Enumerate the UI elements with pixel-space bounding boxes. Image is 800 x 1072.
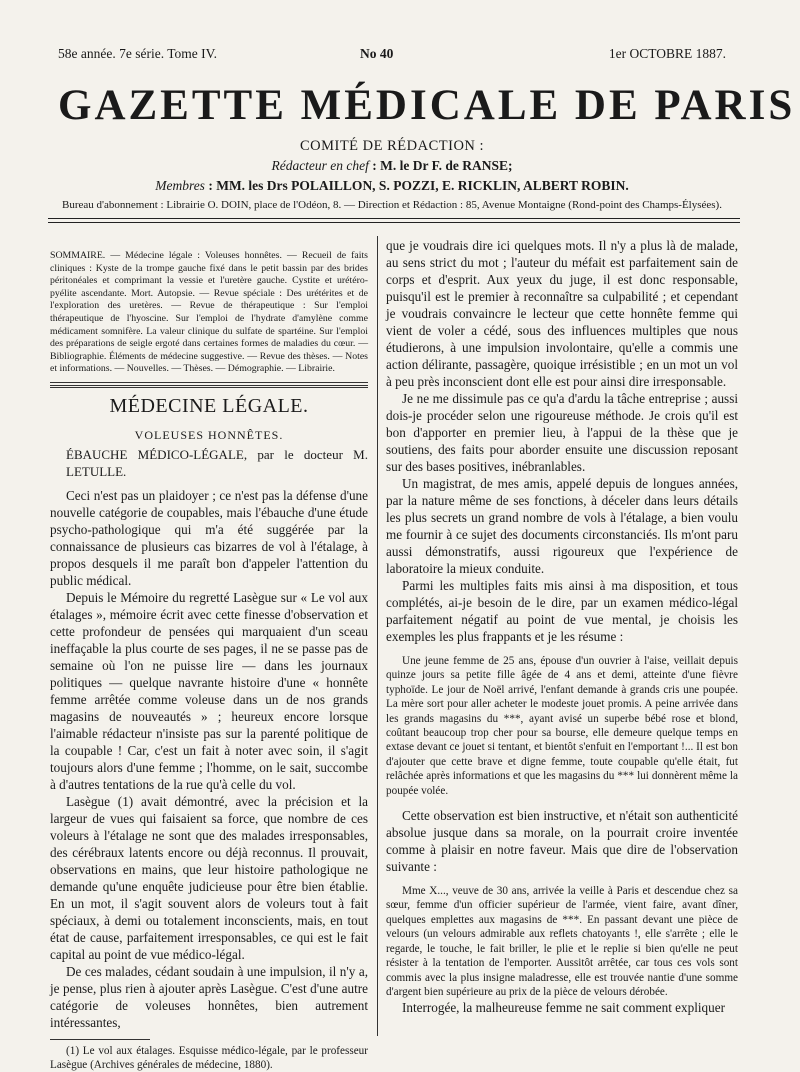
committee-heading: COMITÉ DE RÉDACTION : xyxy=(299,138,485,154)
summary-block: SOMMAIRE. — Médecine légale : Voleuses honnêtes. — Recueil de faits cliniques : Kyste de la trompe gauche fixé dans le petit bassin par des brides péritonéales et comprimant la vessie et l'uretère gauche. Cystite et urétéro-pyélite ascendante. Mort. Autopsie. — Revue spéciale : Des urétérites et de l'exploration des uretères. — Revue de thérapeutique : Sur l'emploi thérapeutique de l'hyoscine. Sur l'emploi de l'hydrate d'amylène comme médicament somnifère. La valeur clinique du sulfate de spartéine. Sur l'emploi des préparations de seigle ergoté dans certaines formes de maladies du cœur. — Bibliographie. Éléments de médecine suggestive. — Revue des thèses. — Notes et informations. — Nouvelles. — Thèses. — Démographie. — Librairie. xyxy=(50,250,368,375)
footnote-rule xyxy=(50,1039,150,1040)
case-report-2: Mme X..., veuve de 30 ans, arrivée la veille à Paris et descendue chez sa sœur, femme d'un officier supérieur de l'armée, vient faire, avant dîner, quelques emplettes aux magasins de ***. En passant devant une pièce de velours (un velours admirable aux reflets chatoyants !, elle s'arrête ; elle le regarde, le touche, le fait briller, le plie et le replie si bien qu'elle ne peut résister à la tentation de l'emporter. Aussitôt arrêtée, car tous ces vols sont commis avec la plus insigne maladresse, elle est trouvée nantie d'une somme d'argent bien supérieure au prix de la pièce de velours dérobée. xyxy=(386,885,738,998)
paragraph: Parmi les multiples faits mis ainsi à ma disposition, et tous complétés, ai-je besoin de le dire, par un examen médico-légal parfaitement négatif au point de vue mental, je choisis les exemples les plus frappants et je les résume : xyxy=(386,578,738,644)
paragraph: Un magistrat, de mes amis, appelé depuis de longues années, par la nature même de ses fonctions, à déceler dans leurs détails les plus secrets un grand nombre de vols à l'étalage, a bien voulu me fournir à ce sujet des documents circonstanciés. Ils m'ont paru aussi démonstratifs, aussi rigoureux que l'expérience de laboratoire la mieux conduite. xyxy=(386,476,738,576)
article-subtitle: VOLEUSES HONNÊTES. xyxy=(134,427,284,442)
bureau-line: Bureau d'abonnement : Librairie O. DOIN, place de l'Odéon, 8. — Direction et Rédaction : 85, Avenue Montaigne (Rond-point des Champs-Élysées). xyxy=(62,199,722,211)
editor-name: : M. le Dr F. de RANSE; xyxy=(372,158,513,173)
paragraph: Lasègue (1) avait démontré, avec la précision et la largeur de vues qui faisaient sa force, que nombre de ces voleurs à l'étalage ne sont que des malades irresponsables, des cérébraux latents encore ou déjà reconnus. Il prouvait, observations en mains, que leur histoire pathologique ne demande qu'une enquête judicieuse pour être bien établie. En un mot, il s'agit souvent alors de voleurs tout à fait spéciaux, à demi ou totalement inconscients, mais, en tout état de cause, parfaitement irresponsables, ce qui est le fait capital au point de vue médico-légal. xyxy=(50,793,368,962)
paragraph: Interrogée, la malheureuse femme ne sait comment expliquer xyxy=(402,1000,725,1016)
masthead-rule-thin xyxy=(48,222,740,223)
section-title: MÉDECINE LÉGALE. xyxy=(109,394,309,417)
summary-double-rule xyxy=(50,385,368,388)
members-line xyxy=(58,178,726,194)
right-column xyxy=(386,237,738,1016)
paragraph: Ceci n'est pas un plaidoyer ; ce n'est pas la défense d'une nouvelle catégorie de coupables, mais l'ébauche d'une étude psycho-pathologique qui m'a été suggérée par la connaissance de plusieurs cas bizarres de vol à l'étalage, à propos desquels il me paraît bon d'appeler l'attention du public médical. xyxy=(50,487,368,588)
article-byline: ÉBAUCHE MÉDICO-LÉGALE, par le docteur M. LETULLE. xyxy=(66,446,368,479)
journal-title: GAZETTE MÉDICALE DE PARIS xyxy=(58,82,796,129)
editor-label: Rédacteur en chef xyxy=(271,158,369,173)
column-divider xyxy=(377,236,378,1036)
editor-line xyxy=(58,158,726,174)
paragraph: Cette observation est bien instructive, et n'était son authenticité absolue jusque dans sa morale, on la pourrait croire inventée comme à plaisir en notre faveur. Mais que dire de l'observation suivante : xyxy=(386,808,738,875)
issue-info: 58e année. 7e série. Tome IV. xyxy=(58,46,218,61)
paragraph: Je ne me dissimule pas ce qu'a d'ardu la tâche entreprise ; aussi dois-je procéder selon une rigoureuse méthode. Je crois qu'il est bon d'apporter en premier lieu, à l'appui de la thèse que je soutiens, des faits pour aborder ensuite une discussion reposant sur des bases positives, inébranlables. xyxy=(386,391,738,474)
footnote: (1) Le vol aux étalages. Esquisse médico-légale, par le professeur Lasègue (Archives générales de médecine, 1880). xyxy=(50,1044,368,1071)
masthead-topline xyxy=(58,46,726,66)
paragraph: que je voudrais dire ici quelques mots. Il n'y a plus là de malade, au sens strict du mot ; l'auteur du méfait est parfaitement sain de corps et d'esprit. Aux yeux du juge, il est donc responsable, puisqu'il est le premier à reconnaître sa culpabilité ; et cependant je voudrais convaincre le lecteur que cette honnête femme qui vient de voler a cédé, sous des influences multiples que nous étudierons, à une impulsion involontaire, qu'elle a commis une action délirante, passagère, quoique irrésistible ; en un mot un vol à peu près inconscient dont elle est pour ainsi dire irresponsable. xyxy=(386,238,738,389)
members-names: : MM. les Drs POLAILLON, S. POZZI, E. RICKLIN, ALBERT ROBIN. xyxy=(208,178,629,193)
paragraph: De ces malades, cédant soudain à une impulsion, il n'y a, je pense, plus rien à ajouter après Lasègue. C'est d'une autre catégorie de voleuses honnêtes, bien autrement intéressantes, xyxy=(50,963,368,1030)
members-label: Membres xyxy=(155,178,205,193)
paragraph: Depuis le Mémoire du regretté Lasègue sur « Le vol aux étalages », mémoire écrit avec cette finesse d'observation et cette profondeur de pensées qui marquaient d'un sceau ineffaçable la plus courte de ses pages, il ne se passe pas de semaine où l'on ne puisse lire — dans les journaux politiques — quelque navrante histoire d'une « honnête femme arrêtée comme voleuse dans un de nos grands magasins de nouveautés » ; heureux encore lorsque l'aimable rédacteur n'insiste pas sur la parenté politique de la coupable ! Car, c'est un fait à noter avec soin, il s'agit toujours alors d'une femme ; l'homme, on le sait, succombe à d'autres tentations de la rue qu'à celle du vol. xyxy=(50,589,368,792)
summary-rule xyxy=(50,382,368,383)
issue-date: 1er OCTOBRE 1887. xyxy=(608,46,726,61)
case-report-1: Une jeune femme de 25 ans, épouse d'un ouvrier à l'aise, veillait depuis quinze jours sa petite fille âgée de 4 ans et demi, atteinte d'une fièvre typhoïde. Le jour de Noël arrivé, l'enfant demande à grands cris une poupée. La mère sort pour aller acheter le modeste jouet promis. A peine arrivée dans les grands magasins du ***, ayant avisé un superbe bébé rose et blond, coûtant beaucoup trop cher pour sa bourse, elle demeure quelque temps en extase devant ce jouet si tentant, et bientôt s'enfuit en l'emportant !... Il est bon d'ajouter que cette brave et digne femme, toute coupable qu'elle était, fut relâchée après informations et que les magasins du *** lui donnèrent même la poupée volée. xyxy=(386,655,738,797)
issue-number: No 40 xyxy=(360,46,394,61)
masthead-rule xyxy=(48,218,740,219)
left-column xyxy=(50,250,368,1072)
